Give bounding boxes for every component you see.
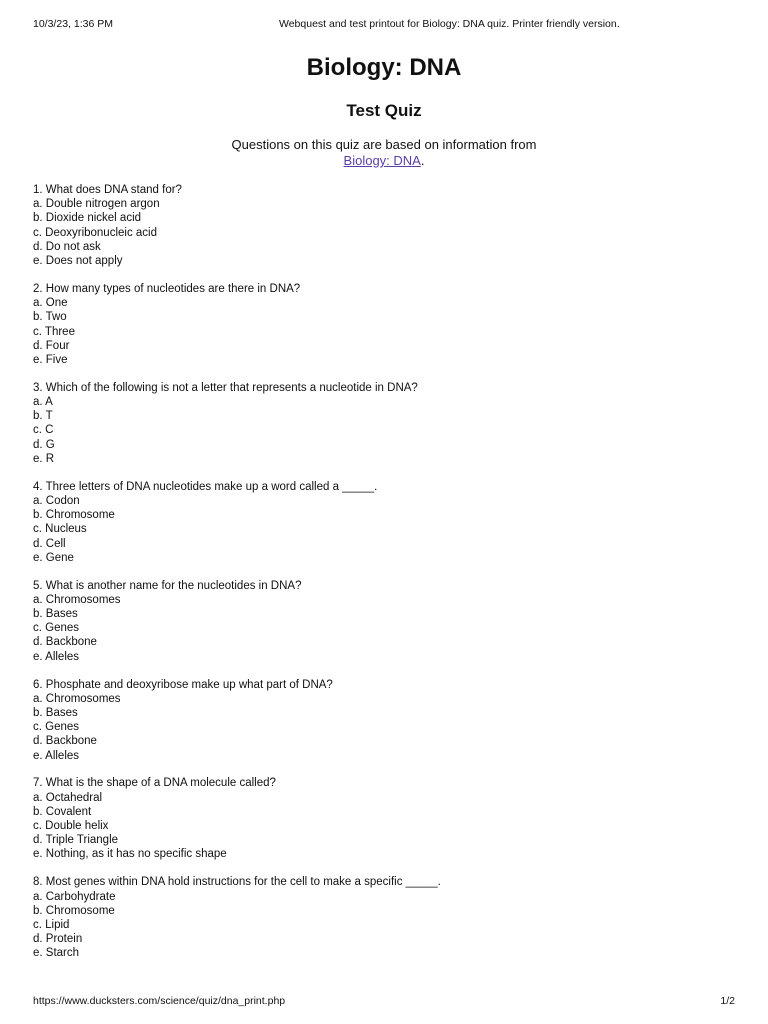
answer-option: b. T: [33, 410, 53, 423]
answer-option: e. Nothing, as it has no specific shape: [33, 848, 227, 861]
footer-page-number: 1/2: [720, 995, 735, 1007]
question-text: 7. What is the shape of a DNA molecule called?: [33, 777, 276, 790]
intro-suffix: .: [420, 153, 425, 168]
print-footer: [33, 994, 735, 1008]
answer-option: b. Two: [33, 311, 67, 324]
print-header: [33, 17, 735, 31]
quiz-question: [33, 875, 733, 960]
answer-option: c. Genes: [33, 622, 80, 635]
question-text: 8. Most genes within DNA hold instructions for the cell to make a specific _____.: [33, 876, 441, 889]
question-text: 5. What is another name for the nucleotides in DNA?: [33, 579, 302, 592]
answer-option: c. Three: [33, 325, 75, 338]
answer-option: a. Chromosomes: [33, 692, 121, 705]
answer-option: b. Dioxide nickel acid: [33, 212, 142, 225]
answer-option: c. Lipid: [33, 918, 70, 931]
answer-option: d. Do not ask: [33, 240, 101, 253]
answer-option: e. R: [33, 452, 55, 465]
question-text: 6. Phosphate and deoxyribose make up what part of DNA?: [33, 678, 333, 691]
answer-option: e. Does not apply: [33, 255, 123, 268]
quiz-question: [33, 678, 733, 763]
answer-option: c. C: [33, 424, 54, 437]
question-text: 1. What does DNA stand for?: [33, 184, 182, 196]
answer-option: e. Gene: [33, 551, 74, 564]
answer-option: d. Triple Triangle: [33, 834, 119, 847]
answer-option: b. Bases: [33, 608, 78, 621]
answer-option: a. Chromosomes: [33, 593, 121, 606]
answer-option: a. Codon: [33, 494, 80, 507]
quiz-question: [33, 579, 733, 664]
answer-option: e. Alleles: [33, 650, 80, 663]
answer-option: a. Carbohydrate: [33, 890, 116, 903]
intro-paragraph: [0, 137, 768, 169]
print-doc-title: Webquest and test printout for Biology: DNA quiz. Printer friendly version.: [279, 18, 620, 30]
question-text: 4. Three letters of DNA nucleotides make up a word called a _____.: [33, 480, 378, 493]
answer-option: d. Backbone: [33, 735, 97, 748]
question-text: 3. Which of the following is not a letter that represents a nucleotide in DNA?: [33, 381, 418, 394]
page-subtitle: Test Quiz: [346, 101, 422, 120]
intro-text: Questions on this quiz are based on information from: [231, 137, 537, 152]
answer-option: b. Chromosome: [33, 509, 115, 522]
answer-option: b. Bases: [33, 706, 78, 719]
answer-option: e. Five: [33, 353, 68, 366]
answer-option: b. Chromosome: [33, 904, 115, 917]
answer-option: b. Covalent: [33, 805, 92, 818]
source-link[interactable]: Biology: DNA: [343, 153, 421, 168]
question-list: [33, 183, 733, 974]
answer-option: c. Deoxyribonucleic acid: [33, 226, 158, 239]
quiz-question: [33, 183, 733, 268]
question-text: 2. How many types of nucleotides are there in DNA?: [33, 282, 301, 295]
answer-option: d. Backbone: [33, 636, 97, 649]
answer-option: d. Cell: [33, 537, 66, 550]
answer-option: d. G: [33, 438, 55, 451]
print-datetime: 10/3/23, 1:36 PM: [33, 18, 113, 30]
answer-option: a. One: [33, 297, 68, 310]
answer-option: e. Alleles: [33, 749, 80, 762]
answer-option: e. Starch: [33, 947, 80, 960]
answer-option: c. Double helix: [33, 820, 109, 833]
intro-link-line: [0, 153, 768, 169]
answer-option: c. Genes: [33, 721, 80, 734]
quiz-question: [33, 480, 733, 565]
answer-option: d. Four: [33, 339, 70, 352]
answer-option: c. Nucleus: [33, 523, 87, 536]
answer-option: a. Double nitrogen argon: [33, 198, 160, 211]
quiz-question: [33, 776, 733, 861]
answer-option: a. Octahedral: [33, 791, 103, 804]
footer-url: https://www.ducksters.com/science/quiz/dna_print.php: [33, 995, 286, 1007]
page-title: Biology: DNA: [306, 54, 462, 81]
answer-option: a. A: [33, 396, 53, 409]
answer-option: d. Protein: [33, 933, 83, 946]
quiz-question: [33, 381, 733, 466]
quiz-question: [33, 282, 733, 367]
